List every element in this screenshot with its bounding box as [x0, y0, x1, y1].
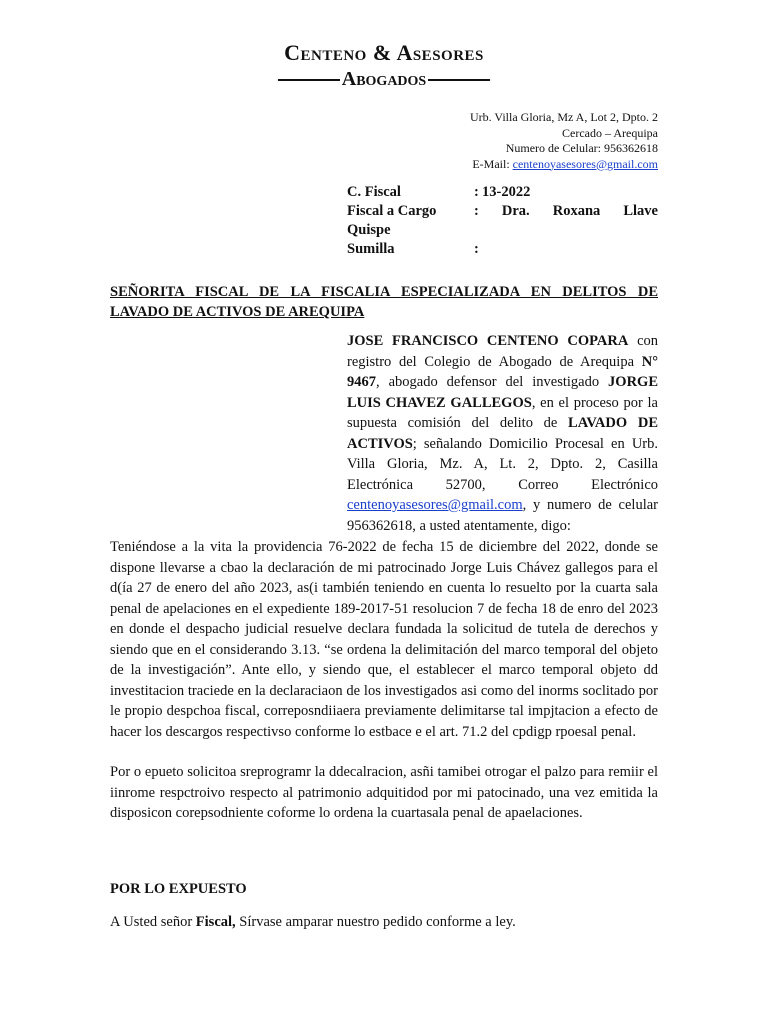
closing-line	[110, 914, 516, 931]
registration-number: N° 9467	[347, 353, 658, 390]
address-line-1: Urb. Villa Gloria, Mz A, Lot 2, Dpto. 2	[469, 110, 658, 124]
cargo-word: Llave	[623, 203, 658, 219]
address-line-2: Cercado – Arequipa	[562, 125, 658, 140]
email-link[interactable]: centenoyasesores@gmail.com	[512, 156, 658, 171]
colon: :	[474, 241, 479, 257]
firm-name: Centeno & Asesores	[284, 40, 484, 65]
por-lo-expuesto-heading: POR LO EXPUESTO	[110, 881, 247, 897]
meta-row-cargo	[347, 202, 658, 221]
meta-row-fiscal	[347, 183, 658, 202]
fiscal-value: 13-2022	[482, 184, 531, 200]
sumilla-label: Sumilla	[347, 241, 395, 257]
closing-fiscal: Fiscal,	[195, 914, 236, 930]
contact-block	[470, 110, 658, 172]
cargo-label: Fiscal a Cargo	[347, 203, 437, 219]
client-name: JORGE LUIS CHAVEZ GALLEGOS	[347, 374, 658, 411]
firm-subtitle-row	[0, 68, 768, 91]
decorative-rule-left	[278, 79, 340, 81]
crime-name: LAVADO DE ACTIVOS	[347, 415, 658, 452]
cargo-word: Dra.	[501, 203, 530, 219]
intro-text: ; señalando Domicilio Procesal en Urb. Villa Gloria, Mz. A, Lt. 2, Dpto. 2, Casilla Electrónica 52700, Correo Electrónico	[347, 435, 658, 493]
case-meta	[347, 183, 658, 259]
meta-row-sumilla	[347, 240, 658, 259]
cargo-word: Roxana	[552, 203, 601, 219]
lawyer-name: JOSE FRANCISCO CENTENO COPARA	[347, 333, 629, 349]
intro-text: , y numero de celular 956362618, a usted atentamente, digo:	[347, 497, 658, 534]
decorative-rule-right	[428, 79, 490, 81]
meta-row-cargo-cont	[347, 221, 658, 240]
closing-text: A Usted señor	[110, 914, 196, 930]
firm-subtitle: Abogados	[341, 68, 427, 90]
colon: :	[474, 203, 479, 219]
intro-text: con registro del Colegio de Abogado de Arequipa	[347, 333, 658, 370]
body-paragraph-1: Teniéndose a la vita la providencia 76-2022 de fecha 15 de diciembre del 2022, donde se dispone llevarse a cbao la declaración de mi patrocinado Jorge Luis Chávez gallegos para el d(ía 27 de enero del año 2023, as(i también teniendo en cuenta lo resuelto por la cuarta sala penal de apelaciones en el expediente 189-2017-51 resolucion 7 de fecha 18 de enro del 2023 en donde el despacho judicial resuelve declara fundada la solicitud de tutela de derechos y siendo que en el considerando 3.13. “se ordena la delimitación del marco temporal del objeto de la investigación”. Ante ello, y siendo que, el establecer el marco temporal objeto dd investitacion traciede en la declaraciaon de los investigados asi como del inorms soclitado por le propio despchoa fiscal, correposndiiaera previamente delimitarse tal impjtacion a efecto de hacer los descargos respectivso conforme lo estbace e el art. 71.2 del cpdigp rpoesal penal.	[110, 539, 658, 740]
intro-paragraph	[347, 331, 658, 536]
phone-line: Numero de Celular: 956362618	[505, 141, 658, 155]
intro-text: , abogado defensor del investigado	[376, 374, 609, 390]
fiscal-label: C. Fiscal	[347, 184, 401, 200]
intro-email-link[interactable]: centenoyasesores@gmail.com	[347, 497, 523, 513]
email-line	[470, 157, 658, 173]
email-label: E-Mail:	[472, 156, 510, 171]
colon: :	[474, 184, 479, 200]
intro-text: , en el proceso por la supuesta comisión del delito de	[347, 394, 658, 431]
cargo-value-cont: Quispe	[347, 222, 391, 238]
addressee-heading: SEÑORITA FISCAL DE LA FISCALIA ESPECIALIZADA EN DELITOS DE LAVADO DE ACTIVOS DE AREQUIPA	[110, 284, 658, 320]
body-paragraph-2: Por o epueto solicitoa sreprogramr la ddecalracion, asñi tamibei otrogar el palzo para remiir el iinrome respctroivo respecto al patrimonio adquitidod por mi patocinado, una vez emitida la disposicon corepsodniente coforme lo ordena la cuartasala penal de apaelaciones.	[110, 764, 658, 821]
cargo-value	[474, 202, 658, 221]
closing-text: Sírvase amparar nuestro pedido conforme a ley.	[235, 914, 516, 930]
